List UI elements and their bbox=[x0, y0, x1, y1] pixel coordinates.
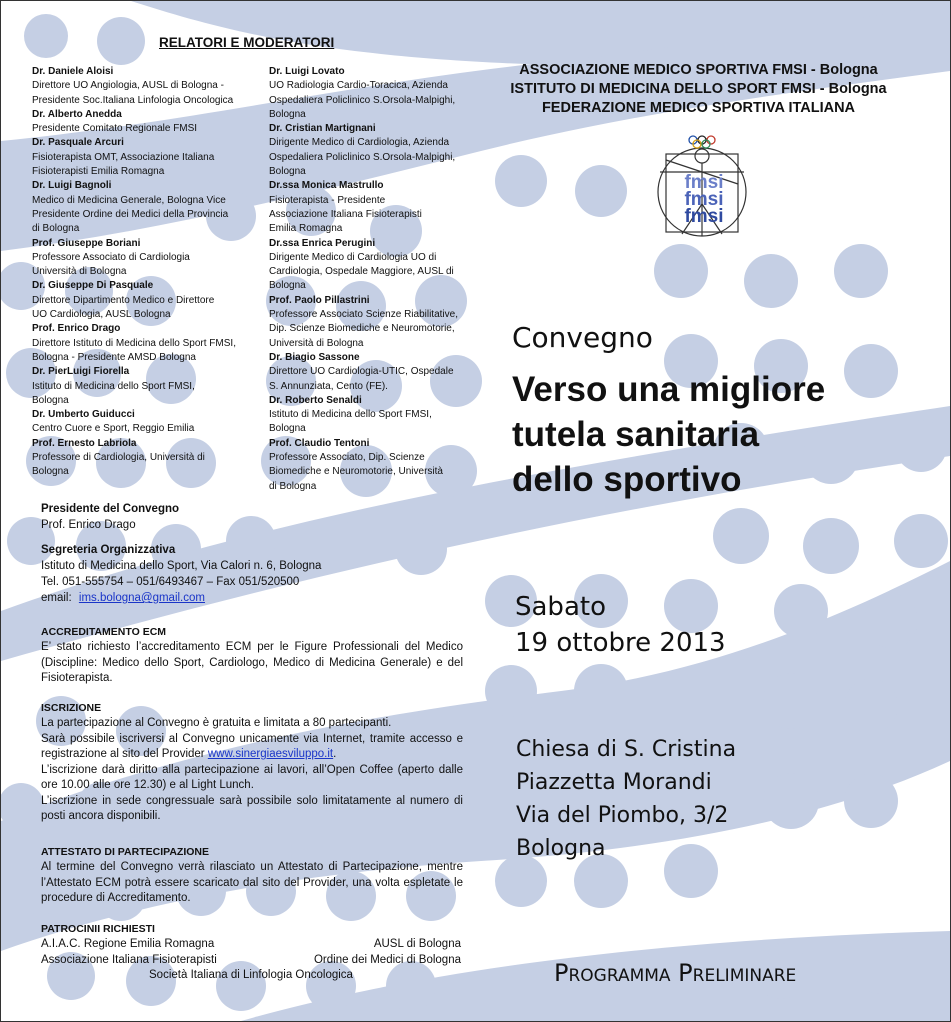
speaker-entry bbox=[32, 136, 264, 179]
speaker-entry bbox=[269, 294, 465, 351]
speaker-role: Medico di Medicina Generale, Bologna Vice Presidente Ordine dei Medici della Provincia di Bologna bbox=[32, 194, 229, 235]
speaker-role: Direttore Dipartimento Medico e Direttore UO Cardiologia, AUSL Bologna bbox=[32, 294, 215, 321]
speaker-role: Dirigente Medico di Cardiologia UO di Cardiologia, Ospedale Maggiore, AUSL di Bologna bbox=[269, 251, 454, 292]
provider-link[interactable]: www.sinergiaesviluppo.it bbox=[207, 748, 334, 760]
logo-text: fmsi bbox=[684, 206, 724, 227]
email-label: email: bbox=[41, 592, 72, 604]
patrocinii-row bbox=[41, 953, 461, 969]
speaker-name: Dr. Luigi Lovato bbox=[269, 66, 345, 77]
attestato-section bbox=[41, 845, 463, 907]
speaker-name: Dr. Alberto Anedda bbox=[32, 108, 122, 120]
speakers-left-column bbox=[32, 65, 264, 480]
speaker-entry bbox=[32, 65, 264, 108]
speaker-name: Dr.ssa Monica Mastrullo bbox=[269, 180, 384, 192]
patrocinii-row bbox=[41, 937, 461, 953]
speakers-right-column bbox=[269, 65, 465, 494]
programma-label: Programma Preliminare bbox=[554, 959, 797, 987]
vitruvian-logo-icon bbox=[646, 132, 761, 244]
speaker-name: Prof. Paolo Pillastrini bbox=[269, 294, 370, 306]
iscrizione-p1: La partecipazione al Convegno è gratuita e limitata a 80 partecipanti. bbox=[41, 717, 392, 729]
segreteria-email-row bbox=[41, 590, 463, 606]
venue-line: Piazzetta Morandi bbox=[516, 770, 712, 795]
speaker-role: Direttore UO Angiologia, AUSL di Bologna - Presidente Soc.Italiana Linfologia Oncologica bbox=[32, 80, 234, 106]
organizer-line: FEDERAZIONE MEDICO SPORTIVA ITALIANA bbox=[541, 100, 856, 116]
attestato-text: Al termine del Convegno verrà rilasciato un Attestato di Partecipazione, mentre l’Attestato ECM potrà essere scaricato dal sito del Provider, una volta espletate le procedure di Accreditamento. bbox=[41, 861, 463, 904]
speaker-name: Prof. Ernesto Labriola bbox=[32, 437, 137, 449]
speaker-entry bbox=[32, 108, 264, 137]
speaker-role: Professore Associato Scienze Riabilitative, Dip. Scienze Biomediche e Neuromotorie, Università di Bologna bbox=[269, 309, 458, 349]
patrocinio-item: AUSL di Bologna bbox=[373, 938, 461, 950]
speaker-entry bbox=[32, 365, 264, 408]
relatori-heading: RELATORI E MODERATORI bbox=[159, 35, 335, 50]
speaker-entry bbox=[32, 179, 264, 236]
speaker-entry bbox=[32, 437, 264, 480]
speaker-entry bbox=[32, 408, 264, 437]
fmsi-logo bbox=[646, 132, 761, 244]
event-kind: Convegno bbox=[512, 321, 653, 354]
organizer-line: ISTITUTO DI MEDICINA DELLO SPORT FMSI - Bologna bbox=[510, 81, 887, 97]
segreteria-address: Istituto di Medicina dello Sport, Via Calori n. 6, Bologna bbox=[41, 560, 322, 572]
segreteria-section bbox=[41, 542, 463, 606]
speaker-name: Dr. Roberto Senaldi bbox=[269, 394, 362, 406]
speaker-entry bbox=[269, 179, 465, 236]
speaker-role: Presidente Comitato Regionale FMSI bbox=[32, 123, 198, 135]
speaker-entry bbox=[32, 322, 264, 365]
patrocinio-item: Associazione Italiana Fisioterapisti bbox=[41, 953, 217, 966]
organizer-line: ASSOCIAZIONE MEDICO SPORTIVA FMSI - Bologna bbox=[519, 62, 878, 78]
organizers-block bbox=[486, 61, 911, 118]
iscrizione-p2-text: Sarà possibile iscriversi al Convegno unicamente via Internet, tramite accesso e registrazione al sito del Provider bbox=[41, 732, 463, 760]
event-date: 19 ottobre 2013 bbox=[515, 628, 726, 658]
venue-line: Chiesa di S. Cristina bbox=[516, 737, 737, 762]
speaker-entry bbox=[32, 237, 264, 280]
logo-text: fmsi bbox=[684, 189, 724, 210]
speaker-role: Professore di Cardiologia, Università di Bologna bbox=[32, 452, 205, 478]
patrocinii-title: PATROCINII RICHIESTI bbox=[41, 923, 155, 935]
accreditamento-text: E’ stato richiesto l’accreditamento ECM per le Figure Professionali del Medico (Discipline: Medico dello Sport, Cardiologo, Medico di Medicina Generale) e del Fisioterapista. bbox=[41, 641, 463, 684]
title-line: dello sportivo bbox=[512, 460, 742, 499]
speaker-role: Centro Cuore e Sport, Reggio Emilia bbox=[32, 423, 195, 435]
speaker-entry bbox=[269, 437, 465, 494]
speaker-entry bbox=[269, 351, 465, 394]
event-title bbox=[512, 367, 825, 502]
speaker-role: Professore Associato di Cardiologia Università di Bologna bbox=[32, 251, 190, 278]
speaker-entry bbox=[269, 237, 465, 294]
speaker-name: Dr. Biagio Sassone bbox=[269, 351, 360, 363]
iscrizione-title: ISCRIZIONE bbox=[41, 702, 102, 714]
speaker-name: Prof. Claudio Tentoni bbox=[269, 437, 370, 449]
title-line: tutela sanitaria bbox=[512, 415, 760, 454]
event-date-block bbox=[515, 591, 726, 662]
speaker-entry bbox=[269, 122, 465, 179]
speaker-role: Fisioterapista OMT, Associazione Italiana Fisioterapisti Emilia Romagna bbox=[32, 151, 215, 178]
speaker-role: Dirigente Medico di Cardiologia, Azienda Ospedaliera Policlinico S.Orsola-Malpighi, Bologna bbox=[269, 137, 456, 178]
speaker-name: Dr. PierLuigi Fiorella bbox=[32, 366, 130, 378]
speaker-role: Direttore UO Cardiologia-UTIC, Ospedale S. Annunziata, Cento (FE). bbox=[269, 366, 454, 392]
presidente-name: Prof. Enrico Drago bbox=[41, 519, 136, 531]
presidente-section bbox=[41, 501, 463, 533]
speaker-name: Dr. Giuseppe Di Pasquale bbox=[32, 280, 154, 292]
speaker-name: Dr. Daniele Aloisi bbox=[32, 66, 114, 77]
event-venue bbox=[516, 733, 736, 865]
speaker-role: Istituto di Medicina dello Sport FMSI, Bologna bbox=[269, 409, 432, 435]
speaker-name: Dr.ssa Enrica Perugini bbox=[269, 237, 376, 249]
patrocinii-section bbox=[41, 922, 461, 984]
patrocinio-item: Ordine dei Medici di Bologna bbox=[313, 953, 461, 966]
logo-text: fmsi bbox=[684, 172, 724, 193]
iscrizione-section bbox=[41, 701, 463, 825]
speaker-name: Dr. Pasquale Arcuri bbox=[32, 137, 124, 149]
venue-line: Via del Piombo, 3/2 bbox=[516, 803, 729, 828]
patrocinio-item: Società Italiana di Linfologia Oncologica bbox=[149, 969, 353, 981]
speaker-entry bbox=[269, 394, 465, 437]
iscrizione-p2-end: . bbox=[333, 748, 337, 760]
title-line: Verso una migliore bbox=[512, 370, 826, 409]
accreditamento-section bbox=[41, 625, 463, 687]
speaker-name: Dr. Luigi Bagnoli bbox=[32, 180, 112, 192]
speaker-role: Fisioterapista - Presidente Associazione Italiana Fisioterapisti Emilia Romagna bbox=[269, 194, 422, 235]
attestato-title: ATTESTATO DI PARTECIPAZIONE bbox=[41, 846, 209, 858]
speaker-name: Dr. Umberto Guiducci bbox=[32, 409, 135, 421]
iscrizione-p4: L’iscrizione in sede congressuale sarà possibile solo limitatamente al numero di posti ancora disponibili. bbox=[41, 794, 463, 822]
speaker-name: Dr. Cristian Martignani bbox=[269, 123, 376, 135]
speaker-name: Prof. Enrico Drago bbox=[32, 323, 121, 335]
accreditamento-title: ACCREDITAMENTO ECM bbox=[41, 626, 167, 638]
event-day: Sabato bbox=[515, 592, 606, 622]
segreteria-title: Segreteria Organizzativa bbox=[41, 544, 176, 556]
venue-line: Bologna bbox=[516, 836, 606, 861]
speaker-name: Prof. Giuseppe Boriani bbox=[32, 237, 141, 249]
speaker-role: UO Radiologia Cardio-Toracica, Azienda Ospedaliera Policlinico S.Orsola-Malpighi, Bologna bbox=[269, 80, 456, 120]
email-link[interactable]: ims.bologna@gmail.com bbox=[78, 592, 205, 604]
iscrizione-p2 bbox=[41, 732, 463, 763]
presidente-title: Presidente del Convegno bbox=[41, 503, 180, 515]
speaker-role: Professore Associato, Dip. Scienze Biomediche e Neuromotorie, Università di Bologna bbox=[269, 452, 443, 492]
iscrizione-p3: L’iscrizione darà diritto alla partecipazione ai lavori, all’Open Coffee (aperto dalle ore 10.00 alle ore 12.30) e al Light Lunch. bbox=[41, 763, 463, 791]
patrocinio-item: A.I.A.C. Regione Emilia Romagna bbox=[41, 938, 215, 950]
speaker-role: Direttore Istituto di Medicina dello Sport FMSI, Bologna - Presidente AMSD Bologna bbox=[32, 337, 236, 363]
speaker-entry bbox=[269, 65, 465, 122]
speaker-entry bbox=[32, 279, 264, 322]
speaker-role: Istituto di Medicina dello Sport FMSI, Bologna bbox=[32, 380, 195, 406]
segreteria-phones: Tel. 051-555754 – 051/6493467 – Fax 051/520500 bbox=[41, 576, 300, 588]
